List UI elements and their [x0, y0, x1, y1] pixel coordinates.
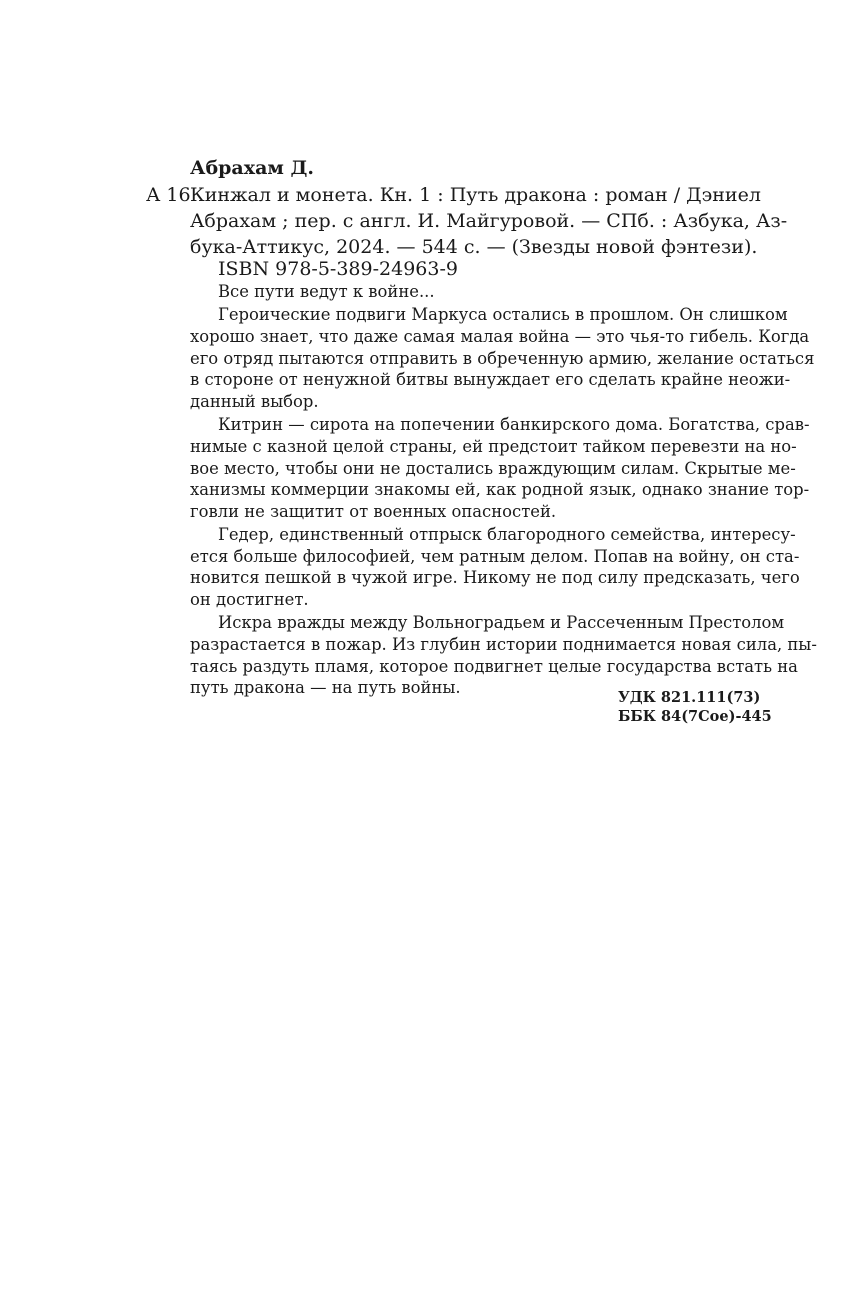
annotation-line: в стороне от ненужной битвы вынуждает его сделать крайне неожи- — [190, 370, 791, 390]
annotation-line: Героические подвиги Маркуса остались в прошлом. Он слишком — [218, 305, 788, 325]
bibliographic-record — [190, 182, 788, 260]
annotation-paragraph-kitrin — [190, 414, 810, 522]
udk-code: УДК 821.111(73) — [618, 689, 761, 706]
annotation-line: разрастается в пожар. Из глубин истории поднимается новая сила, пы- — [190, 635, 817, 655]
annotation-line: говли не защитит от военных опасностей. — [190, 501, 557, 521]
annotation-line: его отряд пытаются отправить в обреченную армию, желание остаться — [190, 348, 815, 368]
annotation-line: Все пути ведут к войне... — [218, 282, 435, 301]
bibliographic-line: Кинжал и монета. Кн. 1 : Путь дракона : роман / Дэниел — [190, 184, 761, 206]
annotation-line: Китрин — сирота на попечении банкирского дома. Богатства, срав- — [218, 415, 810, 435]
bibliographic-line: Абрахам ; пер. с англ. И. Майгуровой. — СПб. : Азбука, Аз- — [190, 210, 788, 232]
annotation — [190, 281, 817, 701]
annotation-line: таясь раздуть пламя, которое подвигнет целые государства встать на — [190, 656, 798, 676]
annotation-line: Искра вражды между Вольноградьем и Рассеченным Престолом — [218, 613, 785, 633]
annotation-line: ханизмы коммерции знакомы ей, как родной язык, однако знание тор- — [190, 480, 810, 500]
author-heading: Абрахам Д. — [190, 157, 315, 179]
annotation-tagline — [190, 281, 748, 303]
annotation-line: вое место, чтобы они не достались враждующим силам. Скрытые ме- — [190, 458, 796, 478]
annotation-paragraph-marcus — [190, 304, 815, 412]
annotation-line: хорошо знает, что даже самая малая война — это чья-то гибель. Когда — [190, 327, 810, 347]
annotation-line: данный выбор. — [190, 391, 319, 411]
annotation-line: путь дракона — на путь войны. — [190, 678, 461, 698]
annotation-paragraph-geder — [190, 524, 800, 610]
annotation-line: ется больше философией, чем ратным делом. Попав на войну, он ста- — [190, 546, 800, 566]
annotation-line: новится пешкой в чужой игре. Никому не под силу предсказать, чего — [190, 568, 800, 588]
annotation-line: Гедер, единственный отпрыск благородного семейства, интересу- — [218, 525, 796, 545]
annotation-line: он достигнет. — [190, 589, 309, 609]
annotation-line: нимые с казной целой страны, ей предстоит тайком перевезти на но- — [190, 436, 797, 456]
isbn: ISBN 978-5-389-24963-9 — [218, 258, 458, 280]
bibliographic-line: бука-Аттикус, 2024. — 544 с. — (Звезды новой фэнтези). — [190, 236, 758, 258]
bbk-code: ББК 84(7Сое)-445 — [618, 708, 772, 725]
call-number: А 16 — [146, 184, 191, 206]
